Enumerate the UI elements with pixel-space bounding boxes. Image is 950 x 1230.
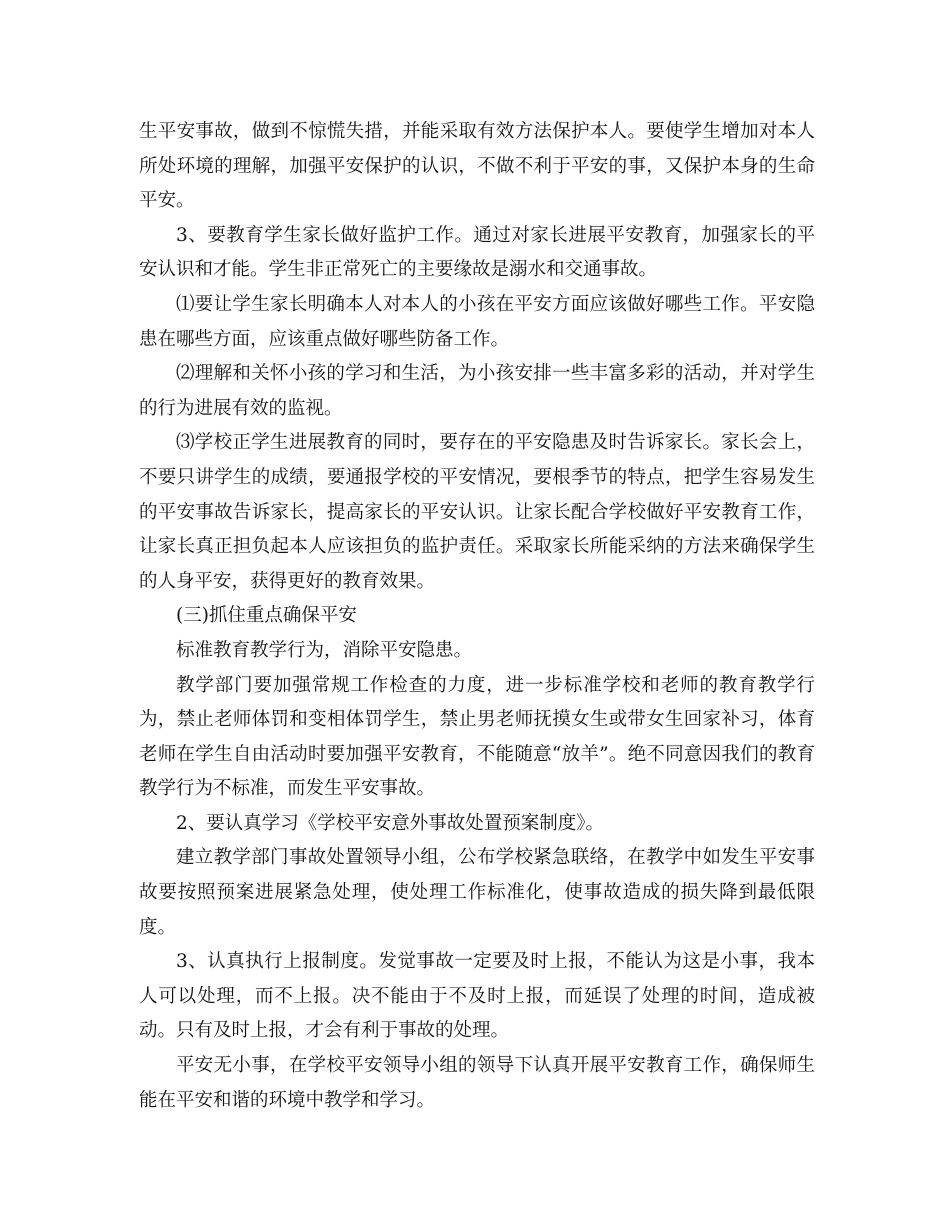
- paragraph-2: 3、要教育学生家长做好监护工作。通过对家长进展平安教育，加强家长的平安认识和才能。学生非正常死亡的主要缘故是溺水和交通事故。: [139, 224, 815, 281]
- paragraph-8: 教学部门要加强常规工作检查的力度，进一步标准学校和老师的教育教学行为，禁止老师体罚和变相体罚学生，禁止男老师抚摸女生或带女生回家补习，体育老师在学生自由活动时要加强平安教育，不能随意“放羊”。绝不同意因我们的教育教学行为不标准，而发生平安事故。: [139, 674, 815, 800]
- paragraph-1: 生平安事故，做到不惊慌失措，并能采取有效方法保护本人。要使学生增加对本人所处环境的理解，加强平安保护的认识，不做不利于平安的事，又保护本身的生命平安。: [139, 121, 815, 212]
- paragraph-4: ⑵理解和关怀小孩的学习和生活，为小孩安排一些丰富多彩的活动，并对学生的行为进展有效的监视。: [139, 363, 815, 419]
- paragraph-12: 平安无小事，在学校平安领导小组的领导下认真开展平安教育工作，确保师生能在平安和谐的环境中教学和学习。: [139, 1055, 815, 1111]
- paragraph-11: 3、认真执行上报制度。发觉事故一定要及时上报，不能认为这是小事，我本人可以处理，而不上报。决不能由于不及时上报，而延误了处理的时间，造成被动。只有及时上报，才会有利于事故的处理。: [139, 951, 815, 1042]
- document-body: [139, 115, 815, 1118]
- paragraph-5: ⑶学校正学生进展教育的同时，要存在的平安隐患及时告诉家长。家长会上，不要只讲学生的成绩，要通报学校的平安情况，要根季节的特点，把学生容易发生的平安事故告诉家长，提高家长的平安认识。让家长配合学校做好平安教育工作，让家长真正担负起本人应该担负的监护责任。采取家长所能采纳的方法来确保学生的人身平安，获得更好的教育效果。: [139, 432, 815, 592]
- paragraph-3: ⑴要让学生家长明确本人对本人的小孩在平安方面应该做好哪些工作。平安隐患在哪些方面，应该重点做好哪些防备工作。: [139, 293, 815, 350]
- paragraph-10: 建立教学部门事故处置领导小组，公布学校紧急联络，在教学中如发生平安事故要按照预案进展紧急处理，使处理工作标准化，使事故造成的损失降到最低限度。: [139, 847, 815, 938]
- section-heading: (三)抓住重点确保平安: [176, 605, 357, 627]
- paragraph-7: 标准教育教学行为，消除平安隐患。: [176, 639, 473, 661]
- paragraph-9: 2、要认真学习《学校平安意外事故处置预案制度》。: [176, 812, 605, 834]
